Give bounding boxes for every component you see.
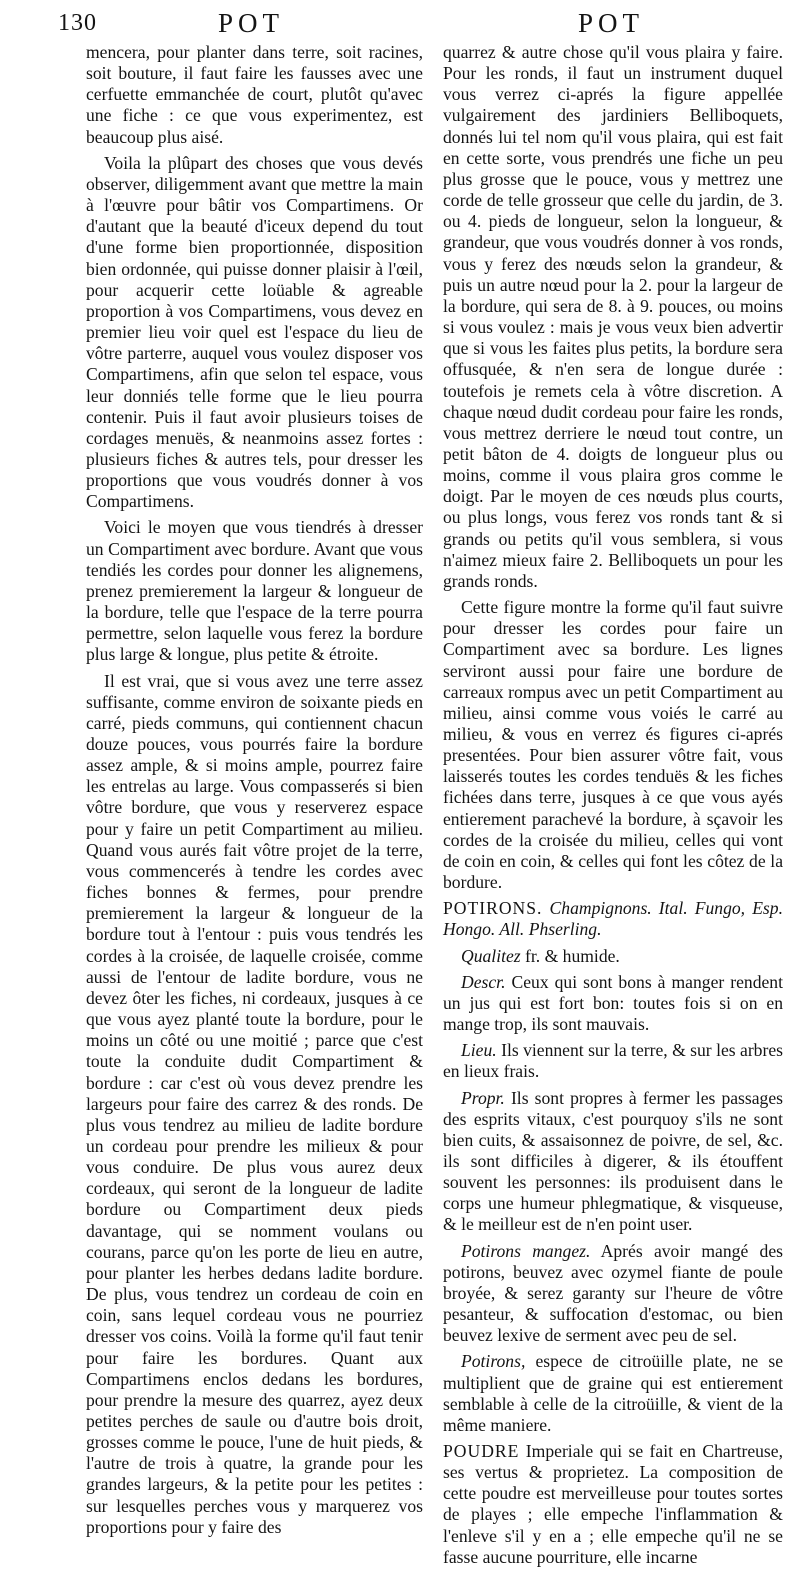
running-head-left: POT bbox=[218, 8, 285, 38]
manges-text: Aprés avoir mangé des potirons, beuvez avec ozymel fiante de poule broyée, & serez garanty sur l'heure de vôtre pesanteur, & suffocation d'estomac, ou bien beuvez lexive de serment avec peu de sel. bbox=[443, 1240, 783, 1346]
page-header bbox=[0, 0, 800, 46]
descr-label: Descr. bbox=[461, 971, 506, 992]
poudre-text: Imperiale qui se fait en Chartreuse, ses vertus & proprietez. La composition de cette poudre est merveilleuse pour toutes sortes de playes ; elle empeche l'inflammation & l'enleve s'il y en a ; elle empeche qu'il ne se fasse aucune pourriture, elle incarne bbox=[443, 1441, 783, 1567]
paragraph: Voici le moyen que vous tiendrés à dresser un Compartiment avec bordure. Avant que vous tendiés les cordes pour donner les alignemens, prenez premierement la largeur & longueur de la bordure, telle que l'espace de la terre pourra permettre, selon laquelle vous ferez la bordure plus large & longue, plus petite & étroite. bbox=[86, 517, 423, 665]
qualitez-text: fr. & humide. bbox=[525, 945, 620, 966]
entry-potirons-manges bbox=[443, 1241, 783, 1347]
entry-qualitez bbox=[443, 946, 783, 967]
qualitez-label: Qualitez bbox=[461, 945, 521, 966]
paragraph: Il est vrai, que si vous avez une terre assez suffisante, comme environ de soixante pieds en carré, pieds communs, qui contiennent chacun douze pouces, vous pourrés faire la bordure assez ample, & si moins ample, pourrez faire les entrelas au large. Vous compasserés si bien vôtre bordure, que vous y reserverez espace pour y faire un petit Compartiment au milieu. Quand vous aurés fait vôtre projet de la terre, vous commencerés à tendre les cordes avec fiches bonnes & fermes, pour prendre premierement la largeur & longueur de la bordure tout à l'entour : puis vous tendrés les cordes à la croisée, de laquelle croisée, comme aussi de l'entour de ladite bordure, vous ne devez ôter les fiches, ni cordeaux, jusques à ce que vous ayez planté toute la bordure, pour le moins un côté ou une moitié ; parce que c'est toute la conduite dudit Compartiment & bordure : car c'est où vous devez prendre les largeurs pour faire des carrez & des ronds. De plus vous tendrez au milieu de ladite bordure un cordeau pour prendre les milieux & pour vous conduire. De plus vous aurez deux cordeaux, qui seront de la longueur de ladite bordure ou Compartiment deux pieds davantage, qui se nomment voulans ou courans, parce qu'on les porte de lieu en autre, pour planter les herbes dedans ladite bordure. De plus, vous tendrez un cordeau de coin en coin, sans lequel cordeau vous ne pourriez dresser vos coins. Voilà la forme qu'il faut tenir pour faire les bordures. Quant aux Compartimens enclos dedans les bordures, pour prendre la mesure des quarrez, ayez deux petites perches de saule ou d'autre bois droit, grosses comme le pouce, l'une de huit pieds, & l'autre de trois à quatre, la grande pour les grandes largeurs, & la petite pour les petites : sur lesquelles perches vous y marquerez vos proportions pour y faire des bbox=[86, 670, 423, 1537]
entry-potirons-espece bbox=[443, 1351, 783, 1436]
propr-text: Ils sont propres à fermer les passages des esprits vitaux, c'est pourquoy s'ils ne sont bien cuits, & assaisonnez de poivre, de sel, &c. ils sont difficiles à digerer, & ils étouffent souvent les personnes: ils produisent dans le corps une humeur phlegmatique, & visqueuse, & le meilleur est de n'en point user. bbox=[443, 1087, 784, 1235]
paragraph: mencera, pour planter dans terre, soit racines, soit bouture, il faut faire les fausses avec une cerfuette emmanchée de court, plutôt qu'avec une fiche : ce que vous experimentez, est beaucoup plus aisé. bbox=[86, 42, 423, 147]
entry-synonyms: Champignons. Ital. Fungo, Esp. Hongo. All. Phserling. bbox=[443, 898, 783, 940]
dictionary-entry-potirons bbox=[443, 898, 783, 940]
entry-lieu bbox=[443, 1040, 783, 1082]
right-column bbox=[443, 42, 783, 1573]
lieu-label: Lieu. bbox=[461, 1040, 497, 1061]
entry-headword: POTIRONS. bbox=[443, 898, 543, 919]
left-column bbox=[86, 42, 423, 1543]
running-head-right: POT bbox=[578, 8, 645, 38]
paragraph: Voila la plûpart des choses que vous devés observer, diligemment avant que mettre la main à l'œuvre pour bâtir vos Compartimens. Or d'autant que la beauté d'iceux depend du tout d'une forme bien proportionnée, disposition bien ordonnée, qui puisse donner plaisir à l'œil, pour acquerir cette loüable & agreable proportion à vos Compartimens, vous devez en premier lieu voir quel est l'espace du lieu de vôtre parterre, auquel vous voulez disposer vos Compartimens, afin que selon tel espace, vous leur donniés telle forme que le lieu pourra contenir. Puis il faut avoir plusieurs toises de cordages menuës, & neanmoins assez fortes : plusieurs fiches & autres tels, pour dresser les proportions que vous voudrés donner à vos Compartimens. bbox=[86, 152, 423, 512]
descr-text: Ceux qui sont bons à manger rendent un jus qui est fort bon: toutes fois si on en mange trop, ils sont mauvais. bbox=[443, 971, 783, 1035]
propr-label: Propr. bbox=[461, 1087, 505, 1108]
manges-label: Potirons mangez. bbox=[461, 1240, 591, 1261]
lieu-text: Ils viennent sur la terre, & sur les arbres en lieux frais. bbox=[443, 1040, 783, 1082]
espece-text: espece de citroüille plate, ne se multiplient que de graine qui est entierement semblable à celle de la citroüille, & vient de la même maniere. bbox=[443, 1351, 783, 1435]
entry-description bbox=[443, 972, 783, 1035]
page-number: 130 bbox=[58, 10, 97, 36]
paragraph: Cette figure montre la forme qu'il faut suivre pour dresser les cordes pour faire un Compartiment avec sa bordure. Les lignes serviront aussi pour faire une bordure de carreaux rompus avec un petit Compartiment au milieu, ainsi comme vous voiés le carré au milieu, & vous en verrez és figures ci-aprés presentées. Pour bien assurer vôtre fait, vous laisserés toutes les cordes tenduës & les fiches fichées dans terre, jusques à ce que vous ayés entierement parachevé la bordure, à sçavoir les cordes de la croisée du milieu, celles qui vont de coin en coin, & celles qui font les côtez de la bordure. bbox=[443, 597, 783, 893]
dictionary-entry-poudre bbox=[443, 1441, 783, 1568]
paragraph: quarrez & autre chose qu'il vous plaira y faire. Pour les ronds, il faut un instrument duquel vous verrez ci-aprés la figure appellée vulgairement des jardiniers Belliboquets, donnés lui tel nom qu'il vous plaira, qui est fait en cette sorte, vous prendrés une fiche un peu plus grosse que le pouce, vous y mettrez une corde de telle grosseur que celle du jardin, de 3. ou 4. pieds de longueur, selon la longueur, & grandeur, que vous voudrés donner à vos ronds, vous y ferez des nœuds selon la grandeur, & puis un autre nœud pour la 2. pour la largeur de la bordure, qui sera de 8. à 9. pouces, ou moins si vous voulez : mais je vous veux bien advertir que si vous les faites plus petits, la bordure sera offusquée, & n'en sera de longue durée : toutefois je remets cela à vôtre discretion. A chaque nœud dudit cordeau pour faire les ronds, vous mettrez derriere le nœud tout contre, un petit bâton de 4. doigts de longueur plus ou moins, comme il vous plaira gros comme le doigt. Par le moyen de ces nœuds plus courts, ou plus longs, vous ferez vos ronds tant & si grands ou petits qu'il vous semblera, si vous n'aimez mieux faire 2. Belliboquets un pour les grands ronds. bbox=[443, 42, 783, 591]
entry-headword: POUDRE bbox=[443, 1441, 520, 1461]
entry-proprietes bbox=[443, 1088, 783, 1236]
espece-label: Potirons, bbox=[461, 1351, 526, 1372]
